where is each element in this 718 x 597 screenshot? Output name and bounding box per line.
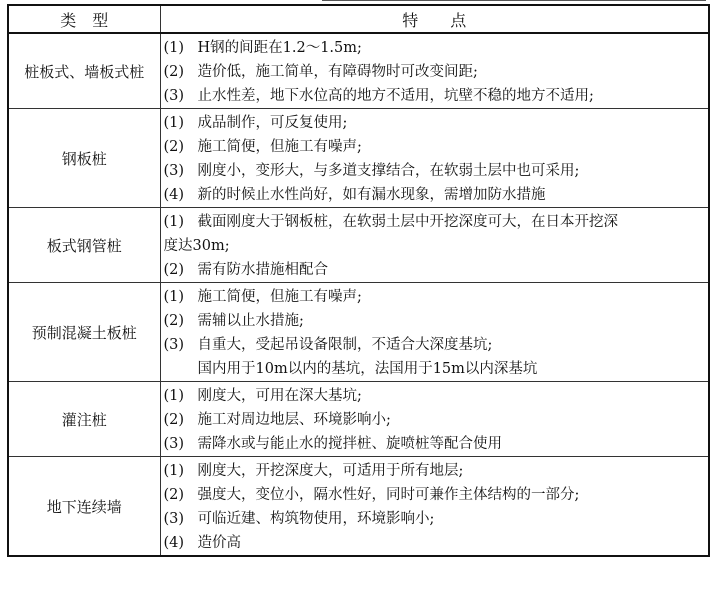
feature-number: (4) [163, 535, 185, 551]
feature-item [164, 159, 705, 183]
feature-text: 强度大，变位小，隔水性好，同时可兼作主体结构的一部分; [197, 487, 580, 503]
feature-number: (3) [163, 511, 185, 527]
feature-number: (3) [163, 436, 185, 452]
feature-text: 需降水或与能止水的搅拌桩、旋喷桩等配合使用 [197, 436, 502, 452]
feature-text: 刚度大，可用在深大基坑; [197, 388, 362, 404]
table-row [8, 109, 709, 208]
feature-text: 自重大，受起吊设备限制，不适合大深度基坑; [197, 337, 493, 353]
feature-text: 刚度大，开挖深度大，可适用于所有地层; [197, 463, 464, 479]
feature-text: 施工对周边地层、环境影响小; [197, 412, 391, 428]
feature-number: (1) [163, 115, 185, 131]
feature-text: 止水性差，地下水位高的地方不适用，坑壁不稳的地方不适用; [197, 88, 594, 104]
feature-item [164, 459, 705, 483]
header-features: 特 点 [160, 5, 709, 33]
table-row [8, 208, 709, 283]
feature-item [164, 432, 705, 456]
feature-text: 需有防水措施相配合 [197, 262, 328, 278]
header-type: 类 型 [8, 5, 160, 33]
feature-item [164, 384, 705, 408]
feature-item [164, 483, 705, 507]
table-row [8, 457, 709, 557]
feature-text: 造价高 [197, 535, 241, 551]
type-cell: 钢板桩 [8, 109, 160, 208]
feature-text: 刚度小，变形大，与多道支撑结合，在软弱土层中也可采用; [197, 163, 580, 179]
type-cell: 桩板式、墙板式桩 [8, 33, 160, 109]
feature-text: 截面刚度大于钢板桩，在软弱土层中开挖深度可大，在日本开挖深 [197, 214, 618, 230]
feature-item [164, 531, 705, 555]
feature-item [164, 36, 705, 60]
table-row [8, 33, 709, 109]
feature-number: (2) [163, 313, 185, 329]
feature-text: 施工简便，但施工有噪声; [197, 289, 362, 305]
feature-item [164, 333, 705, 357]
feature-number: (3) [163, 88, 185, 104]
feature-item [164, 309, 705, 333]
feature-number: (1) [163, 463, 185, 479]
feature-number: (4) [163, 187, 185, 203]
features-cell [160, 457, 709, 557]
feature-item [164, 258, 705, 282]
header-row [8, 5, 709, 33]
top-rule [322, 0, 706, 1]
table-row [8, 382, 709, 457]
feature-item [164, 210, 705, 234]
feature-number: (1) [163, 388, 185, 404]
feature-number: (2) [163, 262, 185, 278]
feature-item [164, 135, 705, 159]
feature-item [164, 285, 705, 309]
feature-number: (2) [163, 139, 185, 155]
feature-number: (2) [163, 412, 185, 428]
feature-item [164, 408, 705, 432]
features-cell [160, 208, 709, 283]
feature-number: (1) [163, 214, 185, 230]
table-row [8, 283, 709, 382]
type-cell: 板式钢管桩 [8, 208, 160, 283]
features-cell [160, 382, 709, 457]
feature-item [164, 84, 705, 108]
feature-text: 施工简便，但施工有噪声; [197, 139, 362, 155]
feature-item [164, 183, 705, 207]
feature-continuation: 度达30m; [163, 238, 230, 254]
feature-number: (2) [163, 487, 185, 503]
type-cell: 灌注桩 [8, 382, 160, 457]
feature-extra-line: 国内用于10m以内的基坑，法国用于15m以内深基坑 [197, 361, 538, 377]
feature-item [164, 60, 705, 84]
feature-text: H钢的间距在1.2～1.5m; [197, 40, 362, 56]
type-cell: 预制混凝土板桩 [8, 283, 160, 382]
feature-item [164, 111, 705, 135]
feature-text: 成品制作，可反复使用; [197, 115, 348, 131]
feature-item [164, 507, 705, 531]
retaining-structure-table [7, 4, 710, 557]
features-cell [160, 33, 709, 109]
feature-text: 需辅以止水措施; [197, 313, 304, 329]
feature-number: (1) [163, 40, 185, 56]
features-cell [160, 283, 709, 382]
feature-number: (1) [163, 289, 185, 305]
feature-number: (2) [163, 64, 185, 80]
feature-number: (3) [163, 163, 185, 179]
feature-number: (3) [163, 337, 185, 353]
feature-text: 新的时候止水性尚好，如有漏水现象，需增加防水措施 [197, 187, 546, 203]
feature-text: 可临近建、构筑物使用，环境影响小; [197, 511, 435, 527]
features-cell [160, 109, 709, 208]
feature-text: 造价低，施工简单，有障碍物时可改变间距; [197, 64, 478, 80]
type-cell: 地下连续墙 [8, 457, 160, 557]
